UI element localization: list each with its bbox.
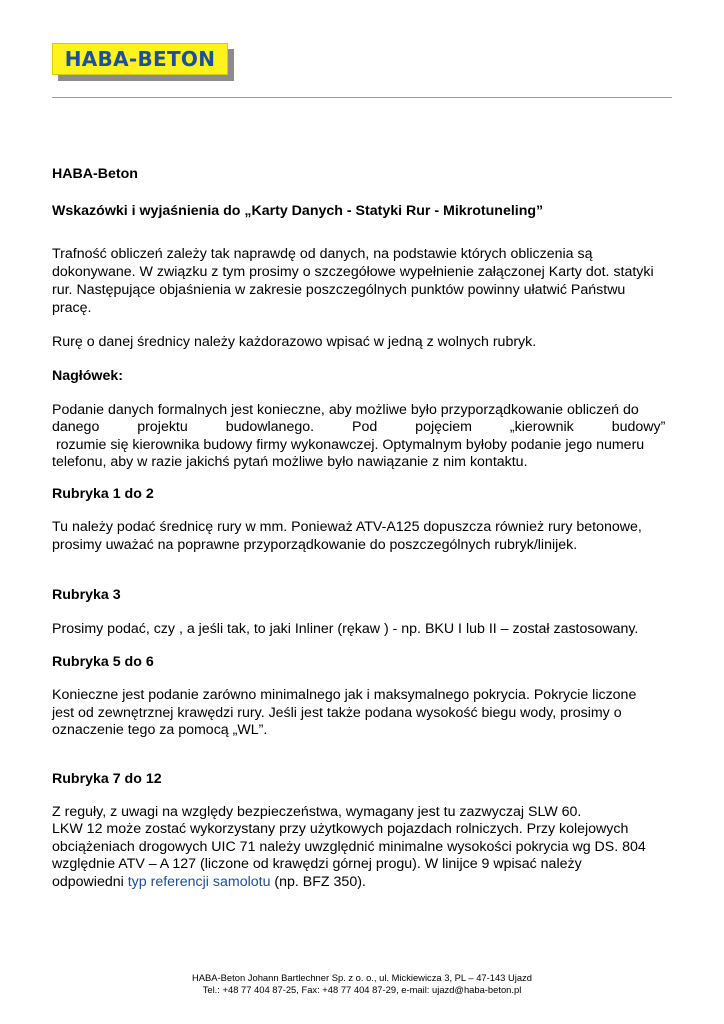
naglowek-line: danego projektu budowlanego. Pod pojęciem „kierownik budowy” [52,419,666,435]
rubryka-7-12-last-line [52,874,672,892]
rubryka-7-12-line: LKW 12 może zostać wykorzystany przy użytkowych pojazdach rolniczych. Przy kolejowych [52,821,629,837]
footer-address: HABA-Beton Johann Bartlechner Sp. z o. o., ul. Mickiewicza 3, PL – 47-143 Ujazd [192,972,532,983]
logo-box [52,43,228,75]
rubryka-5-6-line: jest od zewnętrznej krawędzi rury. Jeśli jest także podana wysokość biegu wody, prosimy o [52,705,622,721]
intro-line: dokonywane. W związku z tym prosimy o szczegółowe wypełnienie załączonej Karty dot. statyki [52,264,654,280]
intro-paragraph-2: Rurę o danej średnicy należy każdorazowo wpisać w jedną z wolnych rubryk. [52,334,537,350]
rubryka-5-6-line: oznaczenie tego za pomocą „WL”. [52,722,268,738]
rubryka-7-12-line: Z reguły, z uwagi na względy bezpieczeństwa, wymagany jest tu zazwyczaj SLW 60. [52,804,582,820]
company-name: HABA-Beton [52,166,138,182]
document-title: Wskazówki i wyjaśnienia do „Karty Danych - Statyki Rur - Mikrotuneling” [52,203,544,219]
naglowek-line: Podanie danych formalnych jest konieczne, aby możliwe było przyporządkowanie obliczeń do [52,402,639,418]
rubryka-1-2-line: Tu należy podać średnicę rury w mm. Ponieważ ATV-A125 dopuszcza również rury betonowe, [52,519,642,535]
last-line-after: (np. BFZ 350). [270,874,366,890]
header-divider [52,97,672,98]
intro-line: pracę. [52,300,92,316]
rubryka-7-12-line: względnie ATV – A 127 (liczone od krawędzi górnej progu). W linijce 9 wpisać należy [52,856,582,872]
rubryka-3-paragraph: Prosimy podać, czy , a jeśli tak, to jaki Inliner (rękaw ) - np. BKU I lub II – został zastosowany. [52,621,639,637]
company-logo [52,43,234,81]
logo-text: HABA-BETON [64,47,216,71]
last-line-before: odpowiedni [52,874,128,890]
intro-line: Trafność obliczeń zależy tak naprawdę od danych, na podstawie których obliczenia są [52,246,593,262]
naglowek-line: rozumie się kierownika budowy firmy wykonawczej. Optymalnym byłoby podanie jego numeru [52,437,645,453]
section-heading-rubryka-3: Rubryka 3 [52,587,121,603]
section-heading-rubryka-1-2: Rubryka 1 do 2 [52,486,154,502]
section-heading-rubryka-7-12: Rubryka 7 do 12 [52,771,162,787]
footer-contact: Tel.: +48 77 404 87-25, Fax: +48 77 404 87-29, e-mail: ujazd@haba-beton.pl [202,984,522,995]
section-heading-rubryka-5-6: Rubryka 5 do 6 [52,654,154,670]
rubryka-5-6-line: Konieczne jest podanie zarówno minimalnego jak i maksymalnego pokrycia. Pokrycie liczone [52,687,637,703]
section-heading-naglowek: Nagłówek: [52,368,123,384]
intro-line: rur. Następujące objaśnienia w zakresie poszczególnych punktów powinny ułatwić Państwu [52,282,626,298]
aircraft-reference-type-link[interactable]: typ referencji samolotu [127,874,271,890]
rubryka-7-12-line: obciążeniach drogowych UIC 71 należy uwzględnić minimalne wysokości pokrycia wg DS. 804 [52,839,646,855]
rubryka-1-2-line: prosimy uważać na poprawne przyporządkowanie do poszczególnych rubryk/linijek. [52,537,578,553]
naglowek-line: telefonu, aby w razie jakichś pytań możliwe było nawiązanie z nim kontaktu. [52,454,528,470]
